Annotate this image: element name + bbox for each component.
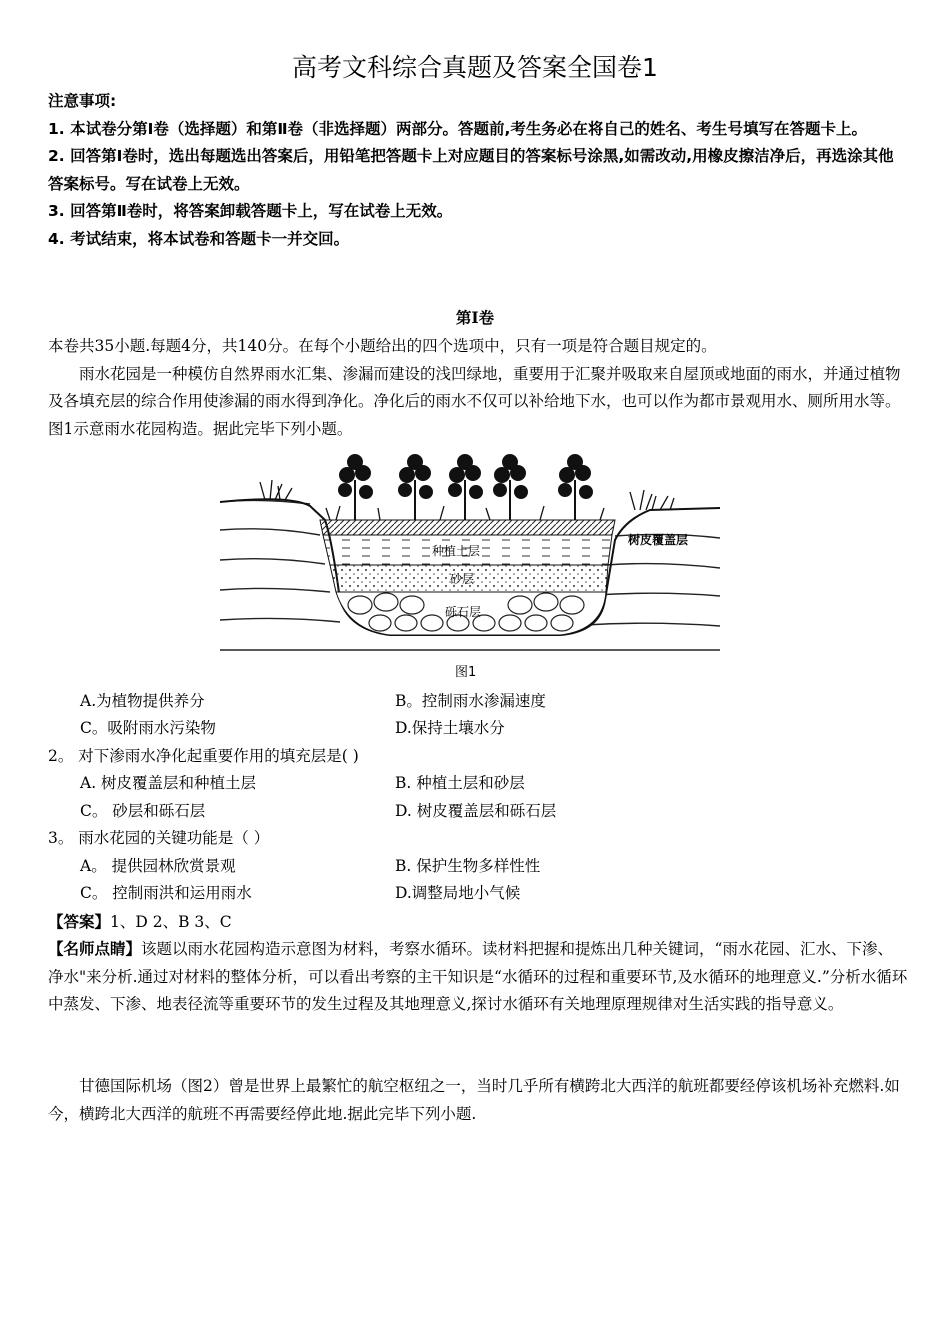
q2-option-c: C。 砂层和砾石层 — [80, 802, 206, 820]
q2-option-d: D. 树皮覆盖层和砾石层 — [395, 802, 557, 820]
grass — [260, 480, 674, 520]
q3-option-b: B. 保护生物多样性性 — [395, 857, 541, 875]
section-heading: 第Ⅰ卷 — [455, 308, 495, 327]
q1-option-c: C。吸附雨水污染物 — [80, 719, 216, 737]
sand-label: 砂层 — [450, 572, 475, 586]
rain-garden-diagram — [220, 440, 720, 685]
bark-layer — [320, 520, 615, 535]
notes-block — [48, 88, 908, 253]
answer-text: 1、D 2、B 3、C — [110, 913, 232, 931]
q3-option-d: D.调整局地小气候 — [395, 884, 521, 902]
q2-stem: 2。 对下渗雨水净化起重要作用的填充层是( ) — [48, 747, 359, 765]
passage-rain-garden: 雨水花园是一种模仿自然界雨水汇集、渗漏而建设的浅凹绿地，重要用于汇聚并吸取来自屋顶或地面的雨水，并通过植物及各填充层的综合作用使渗漏的雨水得到净化。净化后的雨水不仅可以补给地下水，也可以作为都市景观用水、厕所用水等。图1示意雨水花园构造。据此完毕下列小题。 — [48, 364, 901, 438]
bark-label: 树皮覆盖层 — [628, 533, 689, 547]
q1-option-b: B。控制雨水渗漏速度 — [395, 692, 546, 710]
figure-caption: 图1 — [455, 665, 477, 680]
q1-option-d: D.保持土壤水分 — [395, 719, 505, 737]
q2-option-a: A. 树皮覆盖层和种植土层 — [80, 774, 257, 792]
comment-label: 【名师点睛】 — [48, 939, 142, 958]
notes-item: 3. 回答第Ⅱ卷时，将答案卸载答题卡上，写在试卷上无效。 — [48, 202, 453, 220]
notes-item: 2. 回答第Ⅰ卷时，选出每题选出答案后，用铅笔把答题卡上对应题目的答案标号涂黑,如需改动,用橡皮擦洁净后，再选涂其他答案标号。写在试卷上无效。 — [48, 147, 894, 193]
q1-option-a: A.为植物提供养分 — [80, 692, 205, 710]
passage-gander-block — [48, 1073, 908, 1128]
page-title: 高考文科综合真题及答案全国卷1 — [292, 53, 658, 82]
q3-option-a: A。 提供园林欣赏景观 — [80, 857, 236, 875]
q2-option-b: B. 种植土层和砂层 — [395, 774, 525, 792]
soil-label: 种植土层 — [432, 544, 481, 558]
gravel-label: 砾石层 — [445, 605, 482, 619]
notes-item: 4. 考试结束，将本试卷和答题卡一并交回。 — [48, 229, 350, 248]
answer-line — [48, 908, 232, 937]
q3-option-c: C。 控制雨洪和运用雨水 — [80, 884, 252, 902]
plants — [339, 455, 592, 520]
section-intro: 本卷共35小题.每题4分，共140分。在每个小题给出的四个选项中，只有一项是符合题目规定的。 — [48, 337, 717, 355]
notes-heading: 注意事项: — [48, 92, 117, 110]
comment-block — [48, 935, 908, 1019]
section-intro-block — [48, 333, 908, 443]
comment-text: 该题以雨水花园构造示意图为材料，考察水循环。读材料把握和提炼出几种关键词，“雨水花园、汇水、下渗、净水"来分析.通过对材料的整体分析，可以看出考察的主干知识是“水循环的过程和重要环节,及水循环的地理意义.”分析水循环中蒸发、下渗、地表径流等重要环节的发生过程及其地理意义,探讨水循环有关地理原理规律对生活实践的指导意义。 — [48, 940, 908, 1013]
notes-item: 1. 本试卷分第Ⅰ卷（选择题）和第Ⅱ卷（非选择题）两部分。答题前,考生务必在将自己的姓名、考生号填写在答题卡上。 — [48, 119, 867, 138]
q3-stem: 3。 雨水花园的关键功能是（ ） — [48, 829, 270, 847]
answer-label: 【答案】 — [48, 912, 111, 931]
passage-gander: 甘德国际机场（图2）曾是世界上最繁忙的航空枢纽之一，当时几乎所有横跨北大西洋的航班都要经停该机场补充燃料.如今，横跨北大西洋的航班不再需要经停此地.据此完毕下列小题. — [48, 1077, 900, 1123]
